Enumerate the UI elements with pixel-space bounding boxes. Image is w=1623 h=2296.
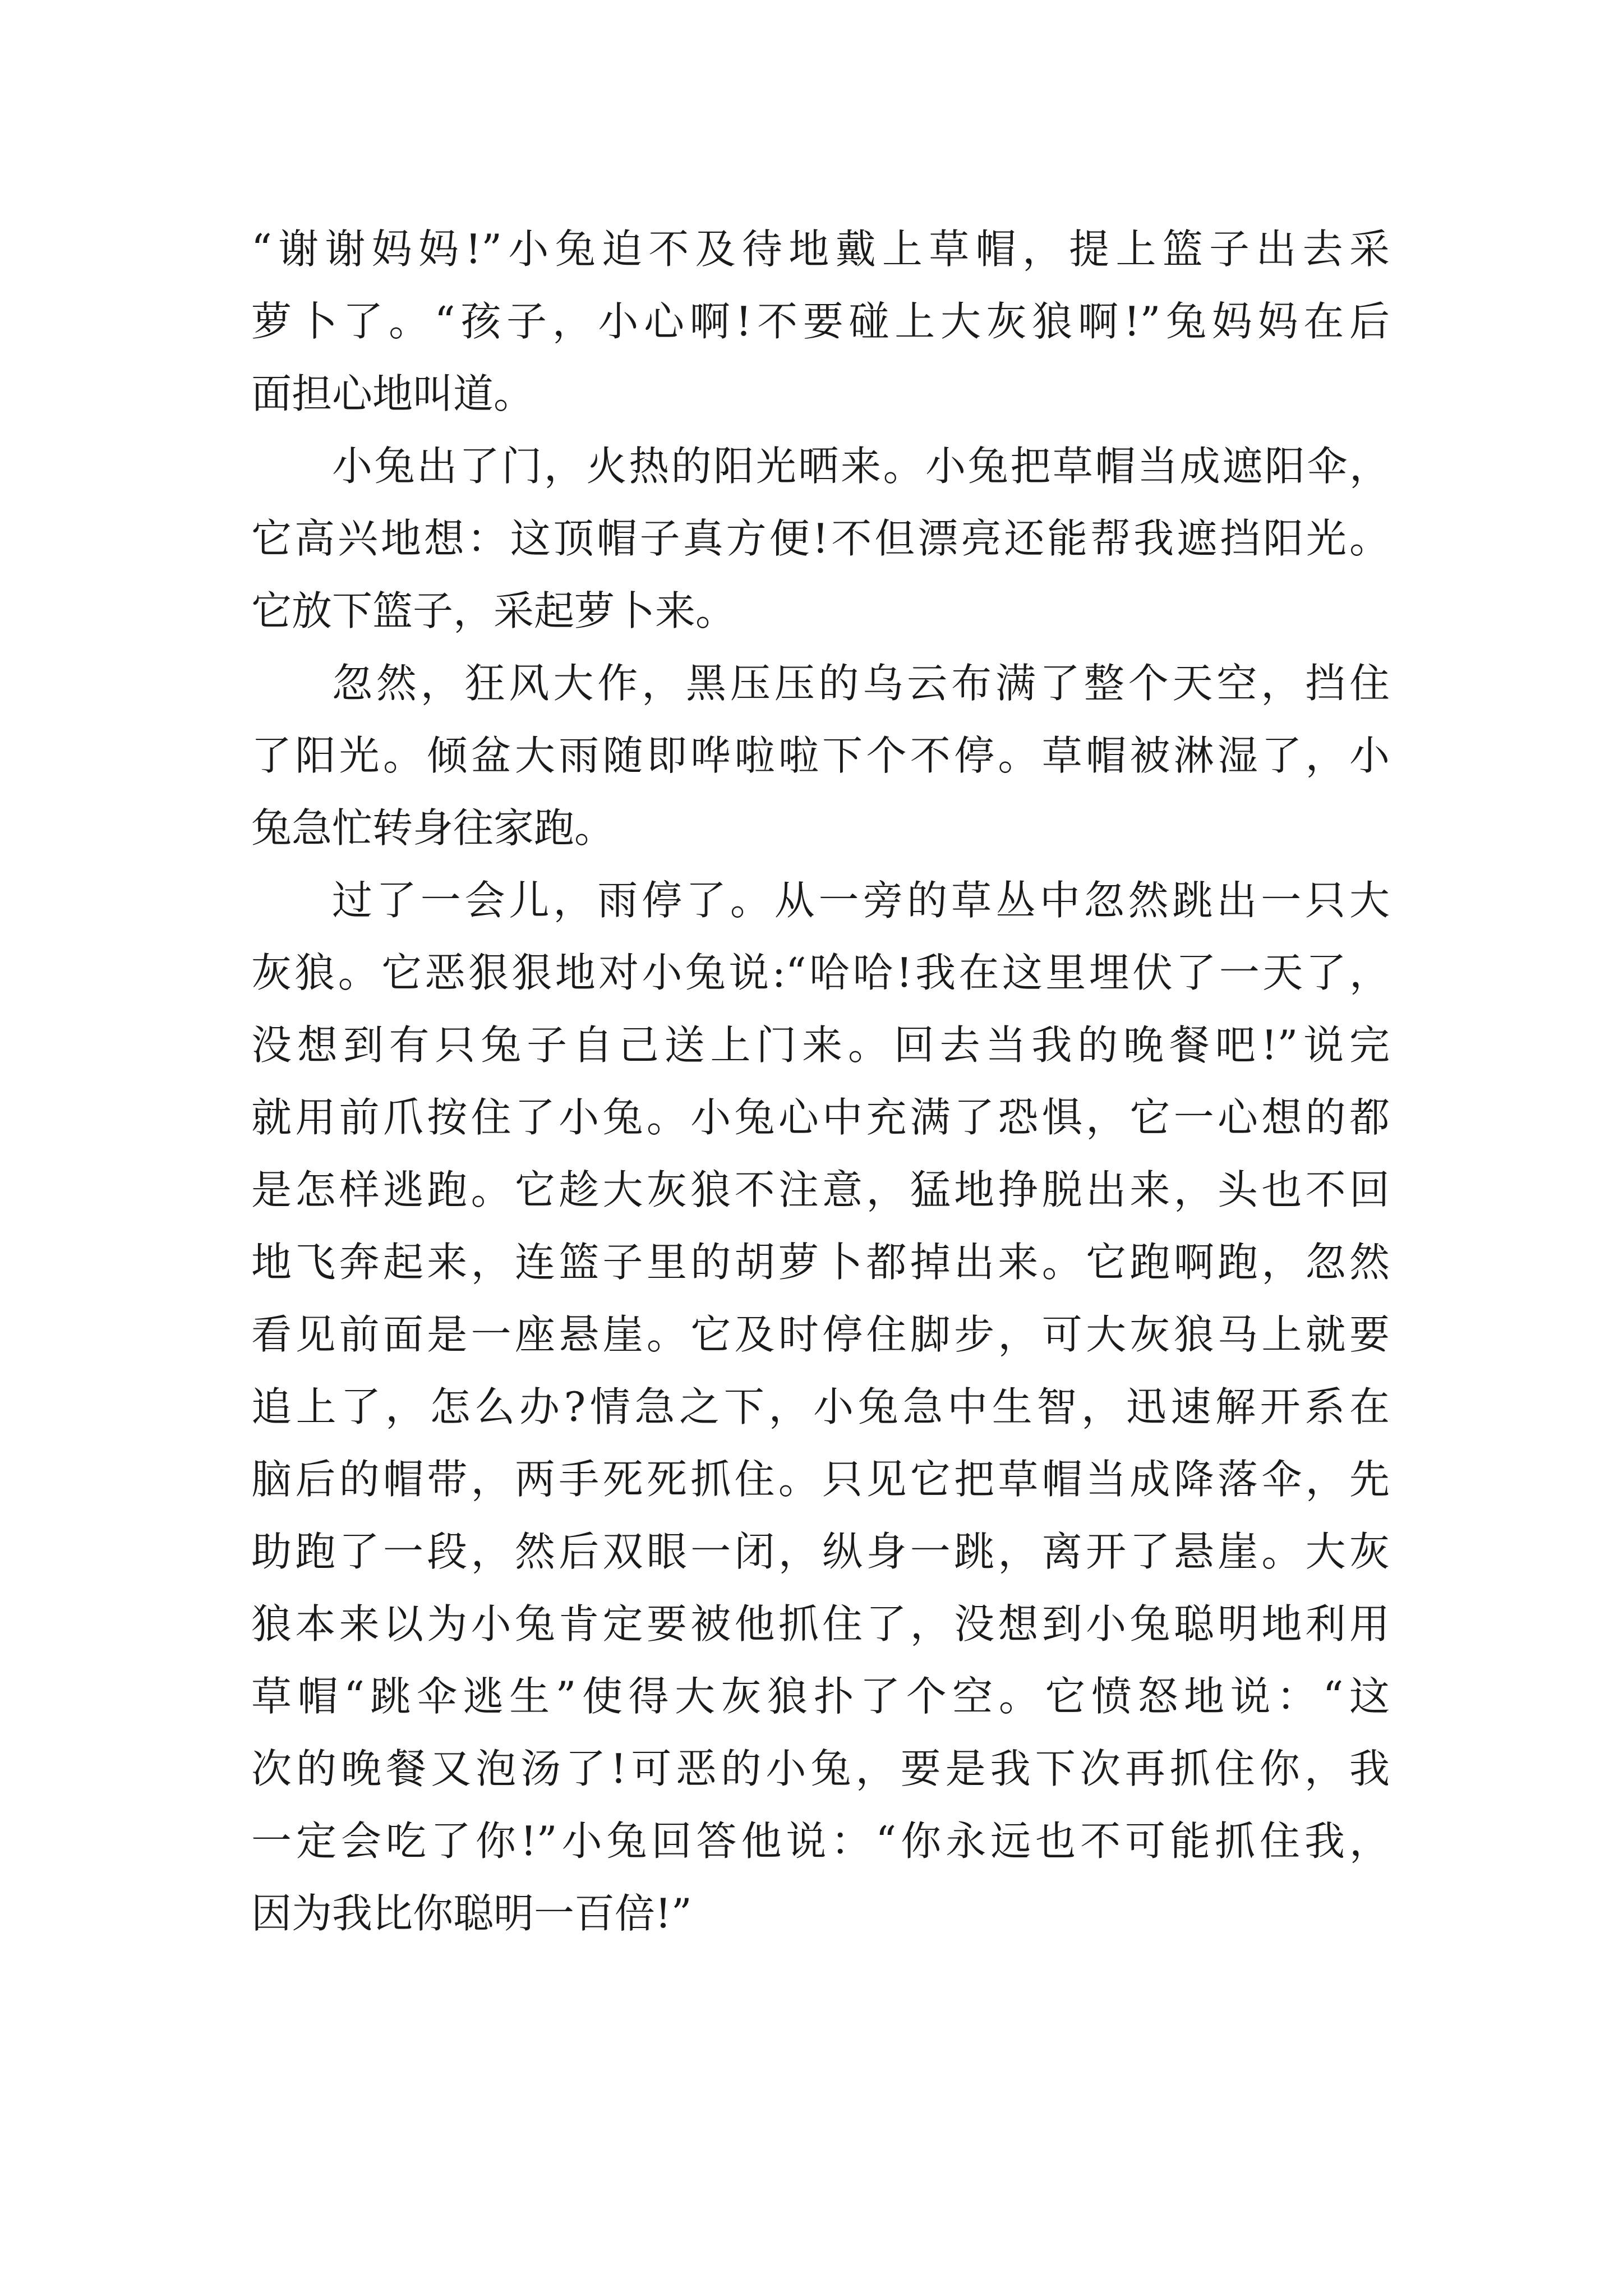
- text-line-21: 草帽“跳伞逃生”使得大灰狼扑了个空。它愤怒地说：“这: [251, 1673, 1390, 1720]
- text-line-2: 萝卜了。“孩子，小心啊!不要碰上大灰狼啊!”兔妈妈在后: [251, 298, 1390, 345]
- text-line-1: “谢谢妈妈!”小兔迫不及待地戴上草帽，提上篮子出去采: [251, 226, 1390, 273]
- text-line-10: 过了一会儿，雨停了。从一旁的草丛中忽然跳出一只大: [332, 877, 1390, 924]
- text-line-13: 就用前爪按住了小兔。小兔心中充满了恐惧，它一心想的都: [251, 1094, 1390, 1141]
- text-line-24: 因为我比你聪明一百倍!”: [251, 1890, 692, 1937]
- text-line-8: 了阳光。倾盆大雨随即哗啦啦下个不停。草帽被淋湿了，小: [251, 732, 1390, 779]
- text-line-22: 次的晚餐又泡汤了!可恶的小兔，要是我下次再抓住你，我: [251, 1745, 1390, 1792]
- text-line-12: 没想到有只兔子自己送上门来。回去当我的晚餐吧!”说完: [251, 1022, 1390, 1069]
- text-line-5: 它高兴地想：这顶帽子真方便!不但漂亮还能帮我遮挡阳光。: [251, 515, 1390, 562]
- text-line-6: 它放下篮子，采起萝卜来。: [251, 587, 736, 634]
- text-line-17: 追上了，怎么办?情急之下，小兔急中生智，迅速解开系在: [251, 1383, 1390, 1430]
- text-line-19: 助跑了一段，然后双眼一闭，纵身一跳，离开了悬崖。大灰: [251, 1528, 1390, 1575]
- text-line-15: 地飞奔起来，连篮子里的胡萝卜都掉出来。它跑啊跑，忽然: [251, 1239, 1390, 1286]
- text-line-18: 脑后的帽带，两手死死抓住。只见它把草帽当成降落伞，先: [251, 1456, 1390, 1503]
- text-line-23: 一定会吃了你!”小兔回答他说：“你永远也不可能抓住我，: [251, 1818, 1390, 1865]
- text-line-3: 面担心地叫道。: [251, 370, 534, 417]
- text-line-7: 忽然，狂风大作，黑压压的乌云布满了整个天空，挡住: [332, 660, 1390, 707]
- text-line-4: 小兔出了门，火热的阳光晒来。小兔把草帽当成遮阳伞，: [332, 443, 1390, 490]
- text-line-16: 看见前面是一座悬崖。它及时停住脚步，可大灰狼马上就要: [251, 1311, 1390, 1358]
- story-text: [251, 213, 1390, 1950]
- text-line-11: 灰狼。它恶狠狠地对小兔说:“哈哈!我在这里埋伏了一天了，: [251, 949, 1390, 996]
- text-line-14: 是怎样逃跑。它趁大灰狼不注意，猛地挣脱出来，头也不回: [251, 1166, 1390, 1213]
- text-line-20: 狼本来以为小兔肯定要被他抓住了，没想到小兔聪明地利用: [251, 1600, 1390, 1648]
- text-line-9: 兔急忙转身往家跑。: [251, 804, 615, 852]
